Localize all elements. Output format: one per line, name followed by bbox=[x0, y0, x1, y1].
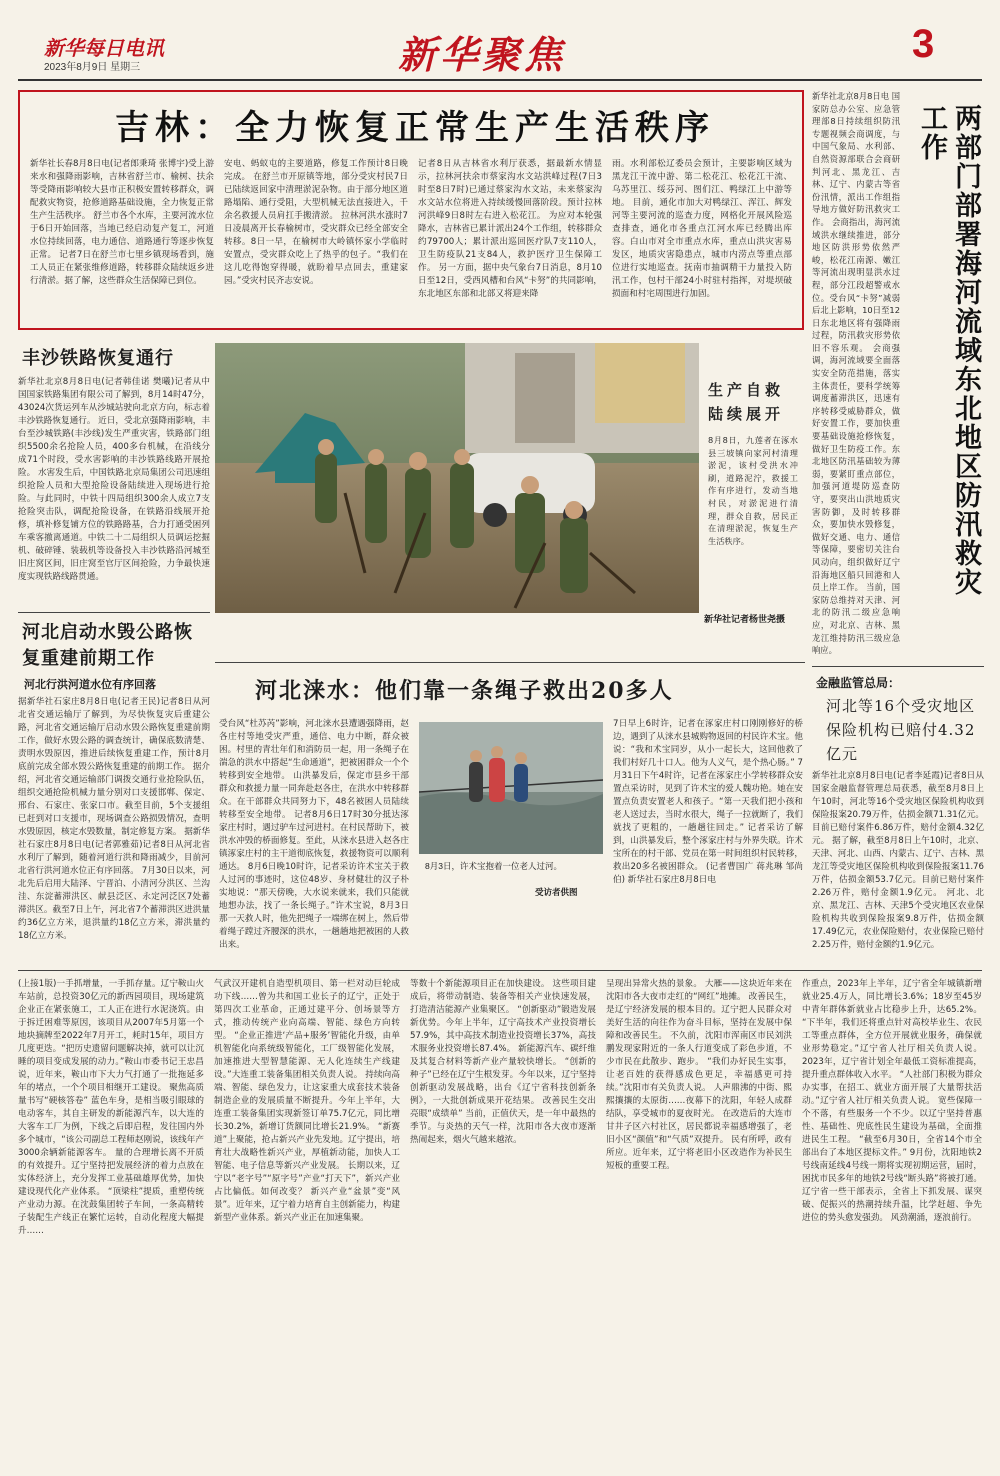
photo-side-title: 生产自救陆续展开 bbox=[708, 381, 785, 423]
rescue-photo-image bbox=[419, 722, 603, 854]
hebei-road-story bbox=[18, 616, 210, 956]
lead-col-3: 记者8日从吉林省水利厅获悉，据最新水情显示，拉林河扶余市蔡家沟水文站洪峰过程(7日3时至8日7时)已通过蔡家沟水文站，未来蔡家沟水文站水位将进入持续缓慢回落阶段。预计拉林河洪峰9日8时左右进入松花江。 为应对本轮强降水，吉林省已累计派出24个工作组，转移群众约79700人；累计派出巡回医疗队7支110人，卫生防疫队21支84人，救护医疗卫生保障工作。 另一方面，据中央气象台7日消息，8月10日至12日，受西风槽和台风“卡努”的共同影响，东北地区东部和北部又将迎来降 bbox=[418, 159, 602, 299]
rail-text: 新华社北京8月8日电(记者韩佳诺 樊曦)记者从中国国家铁路集团有限公司了解到，8月14时47分，43024次货运列车从沙城站驶向北京方向，标志着丰沙铁路恢复通行。 近日，受北京强降雨影响，丰台至沙城铁路(丰沙线)发生严重灾害，铁路部门组织5500余名抢险人员，400多台机械，在沿线分成71个时段，受水害影响的丰沙铁路线路开展抢险。 水害发生后，中国铁路北京局集团公司迅速组织抢险人员和大型抢险设备陆续进入现场进行抢险。与此同时，中铁十四局组织300余人成立7支抢险突击队，调配抢险设备，在铁路沿线展开抢修，填补修复铺方位的铁路路基，合力打通受困列车乘客撤离通道。中铁二十二局组织人员调运挖掘机、破碎锤、装载机等设备投入丰沙铁路沿河城至旧庄窝区间，旧庄窝至官厅区间抢险，力争最快速度实现铁路线路贯通。 bbox=[18, 377, 210, 582]
lead-col-4: 雨。水利部松辽委员会预计，主要影响区域为黑龙江干流中游、第二松花江、松花江干流、乌苏里江、绥芬河、图们江、鸭绿江上中游等地。 目前，通化市加大对鸭绿江、浑江、辉发河等主要河流的巡查力度，网格化开展风险巡查排查，通化市各重点江河水库已经腾出库容。白山市对全市重点水库，重点山洪灾害易发区，地质灾害隐患点，城市内涝点等重点部位进行实地巡查。抚南市抽调精干力量投入防汛工作，包村干部24小时驻村指挥，对堤坝破损面和村宅周围进行加固。 bbox=[612, 159, 792, 299]
laishui-col-1: 受台风“杜苏芮”影响，河北涞水县遭遇强降雨，赵各庄村等地受灾严重，通信、电力中断，群众被困。村里的青壮年们和消防员一起，用一条绳子在湍急的洪水中搭起“生命通道”，把被困群众一个个转移到安全地带。 山洪暴发后，保定市县乡干部群众和救援力量一同奔赴赵各庄，在洪水中转移群众。在干部群众共同努力下，48名被困人员陆续转移至安全地带。 记者8月6日17时30分抵达涿家庄村时，遇过驴车过河进村。在村民帮助下，被洪水冲毁的桥面修复。至此，从涞水县进入赵各庄镇涿家庄村的主干道彻底恢复，救援物资可以顺利通达。 8月6日晚10时许，记者采访许术宝关于救人过河的事迹时，这位48岁、身材健壮的汉子朴实地说：“那天傍晚，大水说来就来，我们只能就地想办法，找了一条长绳子。”许术宝说，8月3日那一天救人时，他先把绳子一端绑在树上，然后带着绳子蹚过齐腰深的洪水，一趟趟地把被困的人救出来。 bbox=[219, 719, 409, 950]
lead-headline: 吉林：全力恢复正常生产生活秩序 bbox=[115, 108, 715, 148]
photo-side-text: 8月8日，九莲者在涿水县三坡镇向家河村清理淤泥，该村受洪水冲刷，道路泥泞，救援工作有序进行，发动当地村民，对淤泥进行清理，群众自救，居民正在清理淤泥，恢复生产生活秩序。 bbox=[708, 435, 798, 546]
rail-headline: 丰沙铁路恢复通行 bbox=[22, 348, 174, 369]
lower-col-2: 气武汉开建机自造型机项目、第一栏对动巨轮成功下线……曾为共和国工业长子的辽宁，正处于第四次工业革命，正通过建平分、创场景等方式，推动传统产业向高端、智能、绿色方向转型。 “企业正推进‘产品+服务’智能化升级，由单机智能化向系统级智能化，工厂级智能化发展，加速推进大型智慧能源、无人化连续生产线建设。”大连重工装备集团相关负责人说。 持续向高端、智能、绿色发力，让这家重大成套技术装备制造企业的发展质量不断提升。今年上半年，大连重工装备集团实现新签订单75.7亿元，同比增长30.2%，新增订货额同比增长21.9%。 “新赛道”上聚能，抢占新兴产业先发地。辽宁提出，培育壮大战略性新兴产业，厚植新动能，加快人工智能、电子信息等新兴产业发展。 长期以来，辽宁以“老字号”“原字号”产业“打天下”，新兴产业占比偏低。如何改变？ 新兴产业“盆景”变“风景”。近年来，辽宁着力培育自主创新能力，构建新型产业体系。新兴产业正在加速集聚。 bbox=[214, 979, 400, 1223]
finance-rule bbox=[812, 666, 984, 667]
hebei-road-text: 据新华社石家庄8月8日电(记者王民)记者8日从河北省交通运输厅了解到，为尽快恢复灾后重建公路，河北省交通运输厅启动水毁公路恢复重建前期工作，做好水毁公路的调查统计，确保底数清楚、责明水毁原因，推进后续恢复重建工作，预计8月底前完成全部水毁公路恢复重建的前期工作。 据介绍，河北省交通运输部门调拨交通行业抢险队伍，组织交通抢险机械力量分别对口支援邯郸、保定、邢台、石家庄、张家口市。截至目前，5个支援组已赶到对口支援市，现场调查公路损毁情况，查明水毁原因，核定水毁数量，制定修复方案。 据新华社石家庄8月8日电(记者郭雅茹)记者8日从河北省水利厅了解到，随着河道行洪和降雨减少，目前河北省行洪河道水位正有序回落。 7月30日以来，河北先后启用大陆泽、宁晋泊、小清河分洪区、兰沟洼、东淀蓄滞洪区、献县泛区、永定河泛区7处蓄滞洪区。截至7日上午，河北省7个蓄滞洪区进洪量约36亿立方米，退洪量约18亿立方米，滞洪量约18亿立方米。 bbox=[18, 697, 210, 941]
finance-headline: 河北等16个受灾地区保险机构已赔付4.32亿元 bbox=[826, 697, 976, 763]
rescue-photo-credit: 受访者供图 bbox=[535, 887, 578, 897]
lower-col-3: 等数十个新能源项目正在加快建设。 这些项目建成后，将带动制造、装备等相关产业快速发展，打造清洁能源产业集聚区。 “创新驱动”锻造发展新优势。今年上半年，辽宁高技术产业投资增长57.9%，其中高技术制造业投资增长37%，高技术服务业投资增长87.4%。 新能源汽车、碳纤维及其复合材料等新产业产量较快增长。 “创新的种子”已经在辽宁生根发芽。今年以来，辽宁坚持创新驱动发展战略，出台《辽宁省科技创新条例》，一大批创新成果开花结果。 改善民生交出亮眼“成绩单” 当前，正值伏天，是一年中最热的季节。与炎热的天气一样，沈阳市各大夜市逐渐热闹起来，烟火气越来越浓。 bbox=[410, 979, 596, 1145]
lower-rule bbox=[18, 970, 982, 971]
laishui-rule bbox=[215, 662, 805, 663]
lower-col-5: 作重点，2023年上半年，辽宁省全年城镇新增就业25.4万人，同比增长3.6%；18岁至45岁中青年群体新就业占比稳步上升，达65.2%。 “下半年，我们还将重点针对高校毕业生、农民工等重点群体，全方位开展就业服务，确保就业形势稳定。”辽宁省人社厅相关负责人说。 2023年，辽宁省计划全年最低工资标准提高，提升重点群体收入水平。 “人社部门积极为群众办实事，在招工、就业方面开展了大量帮扶活动。”辽宁省人社厅相关负责人说。 宽些保障一个不落，有些服务一个不少。以辽宁坚持普惠性、基础性、兜底性民生建设为基础，全面推进民生工程。 “截至6月30日，全省14个市全部出台了本地区提标文件。” 9月份，沈阳地铁2号线南延线4号线一期将实现初期运营，届时，困扰市民多年的地铁2号线“断头路”将被打通。 辽宁省一些干部表示，全省上下抓发展、谋突破、促振兴的热潮持续升温，比学赶超、争先进位的势头愈发强劲。 风劲潮涌，逐浪前行。 bbox=[802, 979, 982, 1223]
divider bbox=[18, 612, 210, 613]
lower-col-1: (上接1版)一手抓增量，一手抓存量。辽宁鞍山火车站前，总投资30亿元的新西园项目，现场建筑企业正在紧张施工，工人正在进行水泥浇筑。由于拆迁困难等原因，该项目从2007年5月第一个地块摘牌至2022年7月开工，耗时15年，项目方几度更迭。“把历史遗留问题解决掉，就可以让沉睡的项目变成发展的动力。”鞍山市委书记王忠昌说，近年来，鞍山市下大力气打通了一批拖延多年的堵点，一个个项目相继开工建设。 聚焦高质量书写“硬核答卷” 蓝色车身，是相当吸引眼球的电动客车，其自主研发的新能源汽车，以大连的大客车工厂为例，下线之后即启程，发往国内外多个城市，“该公司副总工程师赵刚说，该线年产3000余辆新能源客车。 量的合理增长离不开质的有效提升。辽宁坚持把发展经济的着力点放在实体经济上，充分发挥工业基础雄厚优势，加快建设现代化产业体系。 “顶梁柱”提质，重塑传统产业动力源。在沈鼓集团转子车间，一条高精转子装配生产线正在繁忙运转，自动化程度大幅提升…… bbox=[18, 979, 204, 1236]
laishui-headline: 河北涞水：他们靠一条绳子救出20多人 bbox=[255, 678, 674, 704]
lead-col-2: 安电、蚂蚁屯的主要道路，修复工作预计8日晚完成。 在舒兰市开原镇等地，部分受灾村民7日已陆续返回家中清理淤泥杂物。由于部分地区道路塌陷、通行受阻，大型机械无法直接进入，千余名救援人员肩扛手搬清淤。 拉林河洪水涨时7日凌晨离开长春榆树市，受灾群众已经全部安全转移。8日一早，在榆树市大岭镇怀家小学临时安置点，受灾群众吃上了热乎的包子。“我们在这儿吃得饱穿得暖，就盼着早点回去，重建家园。”受灾村民齐志安说。 bbox=[224, 159, 408, 286]
masthead-date: 2023年8月9日 星期三 bbox=[44, 62, 141, 73]
laishui-col-3: 7日早上6时许，记者在涿家庄村口刚刚修好的桥边，遇到了从涞水县城购物返回的村民许术宝。他说：“我和术宝同岁，从小一起长大，这回他救了我们村好几十口人。他为人义气，是个热心肠。” 7月31日下午4时许，记者在涿家庄小学转移群众安置点采访时，见到了许术宝的爱人魏功艳。她在安置点负责安置老人和孩子。“第一天我们把小孩和老人送过去，当时水很大，绳子一拉就断了，我们就找了更粗的，一趟趟往回走。” 记者采访了解到，山洪暴发后，整个涿家庄村与外界失联。许术宝所在的村干部、党员在第一时间组织村民转移，救出20多名被困群众。 (记者曹国广 蒋兆琳 邹尚伯) 新华社石家庄8月8日电 bbox=[613, 719, 803, 885]
laishui-story bbox=[215, 662, 805, 962]
masthead-logo: 新华每日电讯 bbox=[44, 36, 164, 60]
finance-story bbox=[812, 666, 984, 966]
hebei-road-headline: 河北启动水毁公路恢复重建前期工作 bbox=[22, 622, 193, 669]
right-vertical-headline: 两部门部署海河流域东北地区防汛救灾工作 bbox=[916, 104, 981, 597]
masthead-rule bbox=[18, 79, 982, 81]
photo-credit: 新华社记者杨世尧摄 bbox=[704, 614, 786, 624]
finance-text: 新华社北京8月8日电(记者李延霞)记者8日从国家金融监督管理总局获悉，截至8月8日上午10时，河北等16个受灾地区保险机构收到保险报案20.79万件，估损金额71.31亿元。目前已赔付案件6.86万件，赔付金额4.32亿元。 据了解，截至8月8日上午10时，北京、天津、河北、山西、内蒙古、辽宁、吉林、黑龙江等受灾地区保险机构收到保险报案11.76万件，估损金额53.7亿元。目前已赔付案件2.26万件，赔付金额1.9亿元。 河北、北京、黑龙江、吉林、天津5个受灾地区农业保险机构共收到保险报案9.8万件，估损金额17.49亿元，农业保险赔付，农业保险已赔付2.25万件，赔付金额约1.9亿元。 bbox=[812, 771, 984, 950]
rescue-photo-caption: 8月3日，许术宝抱着一位老人过河。 bbox=[425, 861, 562, 871]
rescue-photo bbox=[419, 722, 603, 854]
lower-col-4: 呈现出异常火热的景象。 大雁——这块近年来在沈阳市各大夜市走红的“网红”地摊。 改善民生，是辽宁经济发展的根本目的。辽宁把人民群众对美好生活的向往作为奋斗目标，坚持在发展中保障和改善民生。 不久前，沈阳市浑南区市民刘洪鹏发现家附近的一条人行道变成了彩色步道，不少市民在此散步、跑步。 “我们办好民生实事，让老百姓的获得感成色更足，幸福感更可持续。”沈阳市有关负责人说。 人声鼎沸的中街、熙熙攘攘的太原街……夜幕下的沈阳，年轻人成群结队，享受城市的夏夜时光。 在改造后的大连市甘井子区六村社区，居民都说幸福感增强了，老旧小区“颜值”和“气质”双提升。 民有所呼，政有所应。近年来，辽宁将老旧小区改造作为补民生短板的重要工程。 bbox=[606, 979, 792, 1171]
right-story-text: 新华社北京8月8日电 国家防总办公室、应急管理部8日持续组织防汛专题视频会商调度，与中国气象局、水利部、自然资源部联合会商研判河北、黑龙江、吉林、辽宁、内蒙古等省份汛情，派出工作组指导地方做好防汛救灾工作。 会商指出，海河流域洪水继续推进，部分地区防洪形势依然严峻，松花江南源、嫩江等河流出现明显洪水过程，部分江段超警戒水位。受台风“卡努”减弱后北上影响，10日至12日东北地区将有强降雨过程，防汛救灾形势依旧不容乐观。 会商强调，海河流域要全面落实安全防范措施，落实主体责任，要科学统筹调度蓄滞洪区，迅速有序转移受威胁群众，做好安置工作，要加快重要基础设施抢修恢复，做好卫生防疫工作。东北地区防汛基础较为薄弱，要紧盯重点部位，加强河道堤防巡查防守，要突出山洪地质灾害防御，及时转移群众，要加快水毁修复，做好交通、电力、通信等保障，要密切关注台风动向，组织做好辽宁沿海地区船只回港和人员上岸工作。 当前，国家防总维持对天津、河北的防汛二级应急响应，对北京、吉林、黑龙江维持防汛三级应急响应。 bbox=[812, 91, 900, 656]
finance-label: 金融监管总局： bbox=[816, 676, 901, 690]
lead-story bbox=[18, 90, 804, 330]
right-story bbox=[812, 90, 984, 660]
lead-col-1: 新华社长春8月8日电(记者郎秉琦 张博宇)受上游来水和强降雨影响，吉林省舒兰市、榆树、扶余等受降雨影响较大县市正积极安置转移群众，调配救灾物资，抢修道路基础设施，全力恢复正常生产生活秩序。 舒兰市各个水库，主要河流水位于6日开始回落，当地已经启动复产复工，河道水位持续回落，电力通信、道路通行等逐步恢复正常。 记者7日在舒兰市七里乡镇现场看到，施工人员正在紧张维修道路，转移群众陆续返乡进行清淤。据了解，这些群众生活保障已到位。 bbox=[30, 159, 214, 286]
flood-cleanup-photo bbox=[215, 343, 699, 613]
photo-side-caption bbox=[704, 378, 802, 628]
page-number: 3 bbox=[912, 22, 935, 66]
section-title: 新华聚焦 bbox=[398, 32, 567, 77]
rail-story bbox=[18, 340, 210, 610]
masthead bbox=[0, 0, 1000, 82]
flood-cleanup-photo-image bbox=[215, 343, 699, 613]
hebei-road-subhead: 河北行洪河道水位有序回落 bbox=[24, 679, 156, 691]
